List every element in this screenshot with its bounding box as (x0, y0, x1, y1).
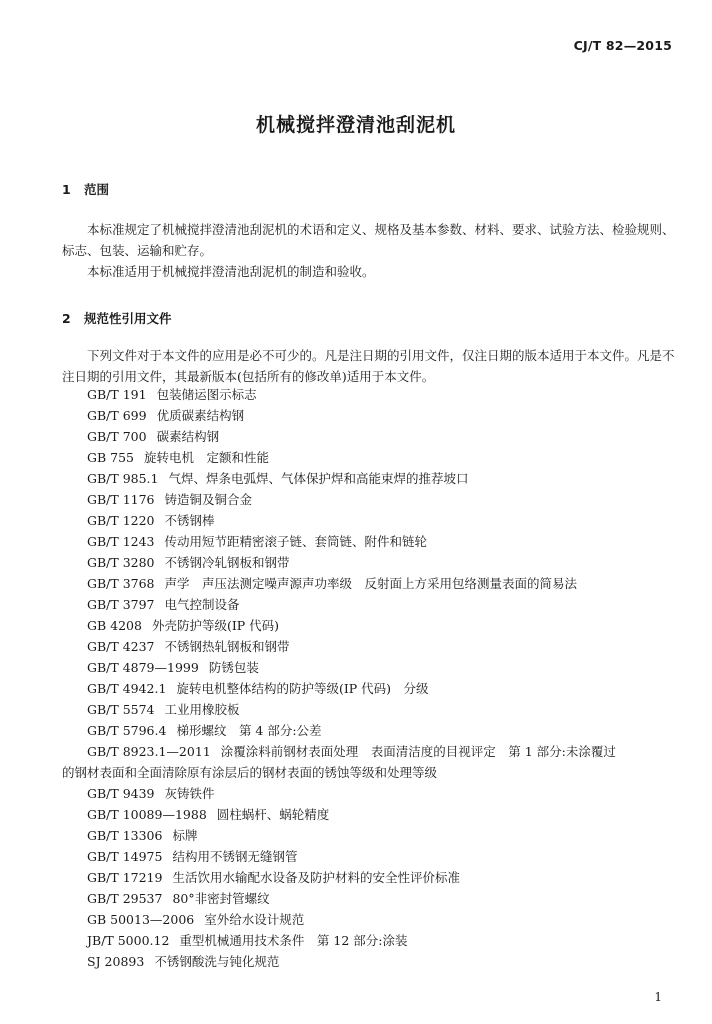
reference-title: 声学 声压法测定噪声源声功率级 反射面上方采用包络测量表面的简易法 (164, 576, 578, 591)
reference-code: GB/T 14975 (87, 849, 163, 864)
reference-code: GB/T 191 (87, 387, 147, 402)
reference-code: GB/T 4942.1 (87, 681, 167, 696)
reference-item (87, 930, 683, 951)
reference-item (87, 447, 683, 468)
reference-code: GB/T 13306 (87, 828, 163, 843)
section-1-heading (62, 180, 109, 198)
reference-title: 室外给水设计规范 (204, 912, 305, 927)
reference-title: 碳素结构钢 (156, 429, 220, 444)
reference-item (87, 426, 683, 447)
reference-title: 涂覆涂料前钢材表面处理 表面清洁度的目视评定 第 1 部分:未涂覆过 (220, 744, 616, 759)
reference-title: 不锈钢冷轧钢板和钢带 (164, 555, 290, 570)
reference-title-continuation: 的钢材表面和全面清除原有涂层后的钢材表面的锈蚀等级和处理等级 (62, 765, 438, 780)
reference-code: SJ 20893 (87, 954, 145, 969)
reference-code: GB/T 700 (87, 429, 147, 444)
reference-code: GB/T 5796.4 (87, 723, 167, 738)
document-title: 机械搅拌澄清池刮泥机 (255, 114, 456, 136)
reference-title: 不锈钢热轧钢板和钢带 (164, 639, 290, 654)
reference-item (87, 846, 683, 867)
reference-title: 灰铸铁件 (164, 786, 215, 801)
reference-title: 防锈包装 (208, 660, 259, 675)
reference-item (87, 720, 683, 741)
reference-title: 不锈钢酸洗与钝化规范 (154, 954, 280, 969)
reference-item (87, 489, 683, 510)
reference-code: GB/T 1243 (87, 534, 155, 549)
page-number: 1 (654, 990, 662, 1004)
reference-item (87, 867, 683, 888)
reference-item (87, 657, 683, 678)
reference-title: 工业用橡胶板 (164, 702, 240, 717)
reference-code: GB/T 3280 (87, 555, 155, 570)
reference-item (87, 384, 683, 405)
reference-title: 重型机械通用技术条件 第 12 部分:涂装 (179, 933, 408, 948)
reference-item (87, 636, 683, 657)
reference-code: GB/T 10089—1988 (87, 807, 207, 822)
reference-title: 旋转电机 定额和性能 (144, 450, 270, 465)
reference-code: GB/T 5574 (87, 702, 155, 717)
reference-item (87, 951, 683, 972)
reference-code: GB/T 1176 (87, 492, 155, 507)
section-number: 2 (62, 311, 71, 326)
reference-item (87, 573, 683, 594)
reference-item (87, 909, 683, 930)
standard-number: CJ/T 82—2015 (573, 38, 672, 53)
reference-title: 不锈钢棒 (164, 513, 215, 528)
reference-title: 圆柱蜗杆、蜗轮精度 (216, 807, 330, 822)
reference-item (87, 825, 683, 846)
reference-code: GB 50013—2006 (87, 912, 195, 927)
reference-item (87, 531, 683, 552)
reference-item (87, 552, 683, 573)
section-2-intro: 下列文件对于本文件的应用是必不可少的。凡是注日期的引用文件，仅注日期的版本适用于本文件。凡是不注日期的引用文件，其最新版本(包括所有的修改单)适用于本文件。 (62, 348, 675, 384)
reference-title: 气焊、焊条电弧焊、气体保护焊和高能束焊的推荐坡口 (168, 471, 469, 486)
section-title: 规范性引用文件 (84, 311, 172, 326)
reference-code: GB/T 3768 (87, 576, 155, 591)
section-1-paragraph: 本标准规定了机械搅拌澄清池刮泥机的术语和定义、规格及基本参数、材料、要求、试验方法、检验规则、标志、包装、运输和贮存。 (62, 222, 675, 258)
reference-title: 梯形螺纹 第 4 部分:公差 (176, 723, 322, 738)
reference-item (87, 594, 683, 615)
reference-code: GB 4208 (87, 618, 142, 633)
reference-title: 标牌 (172, 828, 198, 843)
reference-item (87, 804, 683, 825)
reference-item (87, 468, 683, 489)
reference-item (87, 678, 683, 699)
reference-code: GB/T 699 (87, 408, 147, 423)
reference-item (87, 615, 683, 636)
reference-code: GB/T 1220 (87, 513, 155, 528)
reference-title: 结构用不锈钢无缝钢管 (172, 849, 298, 864)
reference-item (87, 783, 683, 804)
reference-item (87, 510, 683, 531)
reference-title: 铸造铜及铜合金 (164, 492, 253, 507)
reference-code: GB 755 (87, 450, 135, 465)
reference-title: 旋转电机整体结构的防护等级(IP 代码) 分级 (176, 681, 429, 696)
reference-code: GB/T 985.1 (87, 471, 159, 486)
reference-code: GB/T 17219 (87, 870, 163, 885)
reference-title: 优质碳素结构钢 (156, 408, 245, 423)
reference-code: JB/T 5000.12 (87, 933, 170, 948)
normative-references-list (62, 384, 683, 972)
reference-code: GB/T 4237 (87, 639, 155, 654)
reference-title: 传动用短节距精密滚子链、套筒链、附件和链轮 (164, 534, 428, 549)
reference-title: 80°非密封管螺纹 (172, 891, 270, 906)
section-1-paragraph: 本标准适用于机械搅拌澄清池刮泥机的制造和验收。 (87, 264, 375, 279)
reference-title: 电气控制设备 (164, 597, 240, 612)
reference-code: GB/T 9439 (87, 786, 155, 801)
section-2-heading (62, 309, 172, 327)
section-title: 范围 (84, 182, 110, 197)
reference-item (87, 888, 683, 909)
section-number: 1 (62, 182, 71, 197)
reference-code: GB/T 29537 (87, 891, 163, 906)
reference-item (87, 405, 683, 426)
reference-code: GB/T 8923.1—2011 (87, 744, 211, 759)
reference-code: GB/T 4879—1999 (87, 660, 199, 675)
reference-title: 外壳防护等级(IP 代码) (151, 618, 280, 633)
reference-title: 包装储运图示标志 (156, 387, 257, 402)
reference-title: 生活饮用水输配水设备及防护材料的安全性评价标准 (172, 870, 460, 885)
reference-code: GB/T 3797 (87, 597, 155, 612)
reference-item (87, 699, 683, 720)
reference-item (62, 741, 683, 783)
